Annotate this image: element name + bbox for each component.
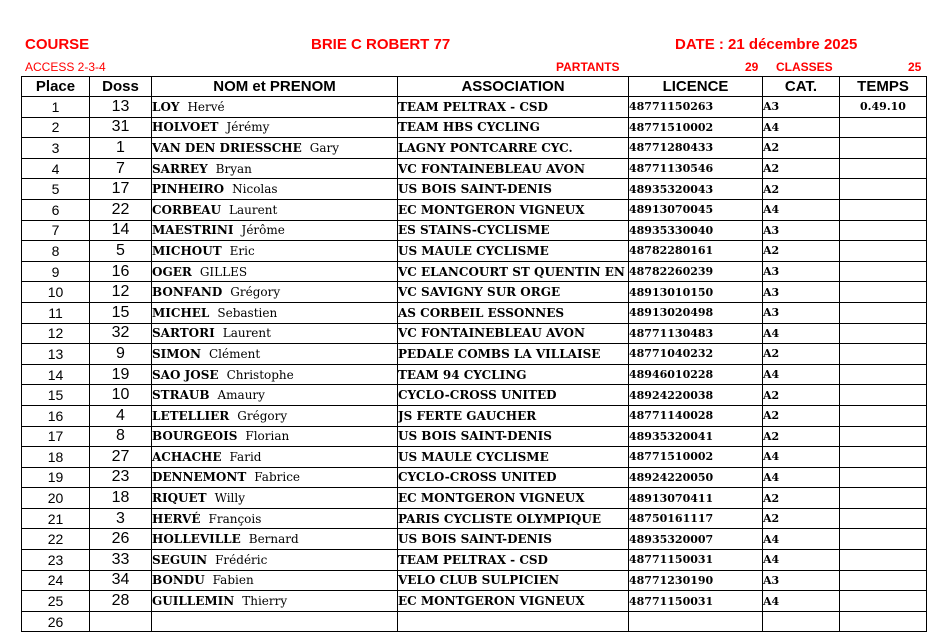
rider-first-name: Fabrice bbox=[254, 470, 301, 485]
rider-name-cell bbox=[152, 611, 398, 632]
place-cell: 21 bbox=[22, 508, 90, 529]
column-header-association: ASSOCIATION bbox=[398, 77, 629, 97]
rider-last-name: DENNEMONT bbox=[152, 470, 247, 485]
partants-count: 29 bbox=[745, 60, 759, 74]
table-row bbox=[22, 426, 927, 447]
category-cell: A2 bbox=[763, 405, 840, 426]
association-cell: TEAM PELTRAX - CSD bbox=[398, 550, 629, 571]
association-cell: AS CORBEIL ESSONNES bbox=[398, 302, 629, 323]
rider-last-name: SARREY bbox=[152, 161, 208, 176]
table-row bbox=[22, 591, 927, 612]
rider-name-cell bbox=[152, 241, 398, 262]
rider-name-cell bbox=[152, 426, 398, 447]
association-cell: VC FONTAINEBLEAU AVON bbox=[398, 323, 629, 344]
association-cell: CYCLO-CROSS UNITED bbox=[398, 467, 629, 488]
licence-cell: 48771130546 bbox=[629, 158, 763, 179]
category-cell bbox=[763, 611, 840, 632]
time-cell bbox=[840, 179, 927, 200]
rider-last-name: CORBEAU bbox=[152, 202, 222, 217]
rider-last-name: LOY bbox=[152, 99, 180, 114]
rider-first-name: Christophe bbox=[226, 367, 294, 382]
place-cell: 4 bbox=[22, 158, 90, 179]
time-cell bbox=[840, 570, 927, 591]
table-row bbox=[22, 570, 927, 591]
table-row bbox=[22, 405, 927, 426]
table-row bbox=[22, 241, 927, 262]
association-cell: US BOIS SAINT-DENIS bbox=[398, 529, 629, 550]
association-cell: EC MONTGERON VIGNEUX bbox=[398, 488, 629, 509]
place-cell: 6 bbox=[22, 199, 90, 220]
course-label: COURSE bbox=[25, 36, 90, 53]
bib-number-cell: 4 bbox=[90, 405, 152, 426]
place-cell: 10 bbox=[22, 282, 90, 303]
time-cell bbox=[840, 550, 927, 571]
table-row bbox=[22, 508, 927, 529]
bib-number-cell: 16 bbox=[90, 261, 152, 282]
licence-cell: 48771150031 bbox=[629, 591, 763, 612]
rider-first-name: Farid bbox=[229, 449, 262, 464]
category-cell: A4 bbox=[763, 529, 840, 550]
time-cell bbox=[840, 117, 927, 138]
licence-cell: 48924220038 bbox=[629, 385, 763, 406]
rider-last-name: STRAUB bbox=[152, 388, 210, 403]
bib-number-cell: 1 bbox=[90, 138, 152, 159]
rider-last-name: SEGUIN bbox=[152, 552, 208, 567]
event-date: DATE : 21 décembre 2025 bbox=[675, 36, 858, 53]
bib-number-cell: 26 bbox=[90, 529, 152, 550]
place-cell: 19 bbox=[22, 467, 90, 488]
category-cell: A2 bbox=[763, 158, 840, 179]
time-cell bbox=[840, 529, 927, 550]
category-cell: A2 bbox=[763, 426, 840, 447]
licence-cell: 48771510002 bbox=[629, 447, 763, 468]
rider-last-name: MAESTRINI bbox=[152, 223, 234, 238]
time-cell bbox=[840, 138, 927, 159]
licence-cell: 48771510002 bbox=[629, 117, 763, 138]
rider-first-name: Clément bbox=[208, 346, 261, 361]
association-cell: JS FERTE GAUCHER bbox=[398, 405, 629, 426]
rider-last-name: MICHOUT bbox=[152, 243, 222, 258]
table-row bbox=[22, 158, 927, 179]
bib-number-cell: 28 bbox=[90, 591, 152, 612]
rider-name-cell bbox=[152, 302, 398, 323]
licence-cell: 48935330040 bbox=[629, 220, 763, 241]
association-cell: VC ELANCOURT ST QUENTIN EN bbox=[398, 261, 629, 282]
category-cell: A2 bbox=[763, 138, 840, 159]
rider-name-cell bbox=[152, 138, 398, 159]
rider-first-name: Gary bbox=[309, 140, 340, 155]
licence-cell: 48771040232 bbox=[629, 344, 763, 365]
column-header-category: CAT. bbox=[763, 77, 840, 97]
rider-last-name: BONFAND bbox=[152, 285, 223, 300]
time-cell: 0.49.10 bbox=[840, 97, 927, 118]
rider-last-name: VAN DEN DRIESSCHE bbox=[152, 140, 302, 155]
time-cell bbox=[840, 385, 927, 406]
bib-number-cell: 9 bbox=[90, 344, 152, 365]
rider-first-name: Willy bbox=[214, 491, 246, 506]
table-row bbox=[22, 529, 927, 550]
bib-number-cell: 7 bbox=[90, 158, 152, 179]
column-header-doss: Doss bbox=[90, 77, 152, 97]
place-cell: 12 bbox=[22, 323, 90, 344]
bib-number-cell: 5 bbox=[90, 241, 152, 262]
licence-cell: 48913010150 bbox=[629, 282, 763, 303]
time-cell bbox=[840, 220, 927, 241]
partants-label: PARTANTS bbox=[556, 60, 620, 74]
licence-cell: 48771150263 bbox=[629, 97, 763, 118]
table-row bbox=[22, 302, 927, 323]
association-cell: VC FONTAINEBLEAU AVON bbox=[398, 158, 629, 179]
bib-number-cell: 23 bbox=[90, 467, 152, 488]
place-cell: 14 bbox=[22, 364, 90, 385]
rider-first-name: Jérôme bbox=[241, 223, 285, 238]
rider-name-cell bbox=[152, 591, 398, 612]
rider-last-name: ACHACHE bbox=[152, 449, 222, 464]
time-cell bbox=[840, 199, 927, 220]
table-row bbox=[22, 323, 927, 344]
time-cell bbox=[840, 344, 927, 365]
bib-number-cell: 34 bbox=[90, 570, 152, 591]
place-cell: 18 bbox=[22, 447, 90, 468]
bib-number-cell: 10 bbox=[90, 385, 152, 406]
category-cell: A2 bbox=[763, 508, 840, 529]
association-cell: EC MONTGERON VIGNEUX bbox=[398, 591, 629, 612]
rider-name-cell bbox=[152, 447, 398, 468]
rider-first-name: Florian bbox=[245, 429, 290, 444]
licence-cell: 48913070411 bbox=[629, 488, 763, 509]
rider-name-cell bbox=[152, 570, 398, 591]
association-cell: VC SAVIGNY SUR ORGE bbox=[398, 282, 629, 303]
category-cell: A2 bbox=[763, 488, 840, 509]
rider-name-cell bbox=[152, 179, 398, 200]
rider-last-name: SIMON bbox=[152, 346, 201, 361]
rider-name-cell bbox=[152, 488, 398, 509]
column-header-time: TEMPS bbox=[840, 77, 927, 97]
association-cell: US BOIS SAINT-DENIS bbox=[398, 426, 629, 447]
bib-number-cell: 15 bbox=[90, 302, 152, 323]
place-cell: 17 bbox=[22, 426, 90, 447]
association-cell bbox=[398, 611, 629, 632]
classes-count: 25 bbox=[908, 60, 922, 74]
category-cell: A3 bbox=[763, 220, 840, 241]
table-row bbox=[22, 97, 927, 118]
association-cell: CYCLO-CROSS UNITED bbox=[398, 385, 629, 406]
rider-first-name: Bernard bbox=[248, 532, 299, 547]
time-cell bbox=[840, 302, 927, 323]
licence-cell: 48771230190 bbox=[629, 570, 763, 591]
licence-cell: 48935320043 bbox=[629, 179, 763, 200]
place-cell: 15 bbox=[22, 385, 90, 406]
rider-name-cell bbox=[152, 385, 398, 406]
time-cell bbox=[840, 158, 927, 179]
licence-cell: 48913070045 bbox=[629, 199, 763, 220]
time-cell bbox=[840, 282, 927, 303]
category-cell: A3 bbox=[763, 570, 840, 591]
place-cell: 23 bbox=[22, 550, 90, 571]
rider-first-name: François bbox=[208, 511, 262, 526]
rider-name-cell bbox=[152, 282, 398, 303]
bib-number-cell: 18 bbox=[90, 488, 152, 509]
time-cell bbox=[840, 426, 927, 447]
category-cell: A3 bbox=[763, 261, 840, 282]
place-cell: 5 bbox=[22, 179, 90, 200]
rider-first-name: Grégory bbox=[237, 408, 288, 423]
place-cell: 1 bbox=[22, 97, 90, 118]
column-header-place: Place bbox=[22, 77, 90, 97]
licence-cell: 48935320041 bbox=[629, 426, 763, 447]
association-cell: EC MONTGERON VIGNEUX bbox=[398, 199, 629, 220]
rider-last-name: SAO JOSE bbox=[152, 367, 219, 382]
rider-name-cell bbox=[152, 529, 398, 550]
rider-first-name: Amaury bbox=[217, 388, 265, 403]
association-cell: LAGNY PONTCARRE CYC. bbox=[398, 138, 629, 159]
rider-name-cell bbox=[152, 261, 398, 282]
bib-number-cell: 32 bbox=[90, 323, 152, 344]
table-header-row bbox=[22, 77, 927, 97]
rider-name-cell bbox=[152, 199, 398, 220]
table-row bbox=[22, 611, 927, 632]
category-cell: A4 bbox=[763, 199, 840, 220]
rider-first-name: Thierry bbox=[242, 594, 288, 609]
category-cell: A4 bbox=[763, 447, 840, 468]
rider-first-name: Eric bbox=[229, 243, 255, 258]
bib-number-cell: 14 bbox=[90, 220, 152, 241]
place-cell: 20 bbox=[22, 488, 90, 509]
bib-number-cell: 3 bbox=[90, 508, 152, 529]
association-cell: TEAM PELTRAX - CSD bbox=[398, 97, 629, 118]
licence-cell: 48771150031 bbox=[629, 550, 763, 571]
rider-first-name: Hervé bbox=[187, 99, 225, 114]
rider-last-name: BOURGEOIS bbox=[152, 429, 238, 444]
association-cell: ES STAINS-CYCLISME bbox=[398, 220, 629, 241]
rider-last-name: MICHEL bbox=[152, 305, 210, 320]
place-cell: 25 bbox=[22, 591, 90, 612]
association-cell: TEAM HBS CYCLING bbox=[398, 117, 629, 138]
rider-first-name: Jérémy bbox=[226, 120, 270, 135]
time-cell bbox=[840, 405, 927, 426]
table-row bbox=[22, 179, 927, 200]
rider-last-name: HERVÉ bbox=[152, 511, 201, 526]
table-row bbox=[22, 385, 927, 406]
time-cell bbox=[840, 261, 927, 282]
table-row bbox=[22, 261, 927, 282]
licence-cell: 48771130483 bbox=[629, 323, 763, 344]
table-row bbox=[22, 220, 927, 241]
table-row bbox=[22, 138, 927, 159]
association-cell: US BOIS SAINT-DENIS bbox=[398, 179, 629, 200]
bib-number-cell: 27 bbox=[90, 447, 152, 468]
bib-number-cell: 13 bbox=[90, 97, 152, 118]
event-name: BRIE C ROBERT 77 bbox=[311, 36, 451, 53]
licence-cell: 48771140028 bbox=[629, 405, 763, 426]
rider-name-cell bbox=[152, 158, 398, 179]
access-label: ACCESS 2-3-4 bbox=[25, 60, 106, 74]
association-cell: TEAM 94 CYCLING bbox=[398, 364, 629, 385]
licence-cell: 48935320007 bbox=[629, 529, 763, 550]
rider-name-cell bbox=[152, 364, 398, 385]
licence-cell: 48946010228 bbox=[629, 364, 763, 385]
licence-cell: 48782280161 bbox=[629, 241, 763, 262]
table-row bbox=[22, 447, 927, 468]
place-cell: 2 bbox=[22, 117, 90, 138]
table-row bbox=[22, 488, 927, 509]
table-row bbox=[22, 364, 927, 385]
category-cell: A4 bbox=[763, 364, 840, 385]
category-cell: A4 bbox=[763, 467, 840, 488]
rider-first-name: Frédéric bbox=[215, 552, 268, 567]
column-header-name: NOM et PRENOM bbox=[152, 77, 398, 97]
category-cell: A2 bbox=[763, 179, 840, 200]
licence-cell bbox=[629, 611, 763, 632]
rider-first-name: GILLES bbox=[199, 264, 248, 279]
table-row bbox=[22, 199, 927, 220]
rider-name-cell bbox=[152, 508, 398, 529]
bib-number-cell: 33 bbox=[90, 550, 152, 571]
rider-first-name: Laurent bbox=[222, 326, 271, 341]
category-cell: A2 bbox=[763, 241, 840, 262]
rider-last-name: LETELLIER bbox=[152, 408, 230, 423]
bib-number-cell: 17 bbox=[90, 179, 152, 200]
rider-name-cell bbox=[152, 323, 398, 344]
rider-last-name: SARTORI bbox=[152, 326, 215, 341]
place-cell: 24 bbox=[22, 570, 90, 591]
licence-cell: 48750161117 bbox=[629, 508, 763, 529]
time-cell bbox=[840, 447, 927, 468]
time-cell bbox=[840, 591, 927, 612]
time-cell bbox=[840, 241, 927, 262]
rider-last-name: PINHEIRO bbox=[152, 182, 225, 197]
place-cell: 8 bbox=[22, 241, 90, 262]
column-header-licence: LICENCE bbox=[629, 77, 763, 97]
association-cell: US MAULE CYCLISME bbox=[398, 241, 629, 262]
rider-last-name: OGER bbox=[152, 264, 192, 279]
classes-label: CLASSES bbox=[776, 60, 833, 74]
rider-first-name: Bryan bbox=[215, 161, 252, 176]
place-cell: 7 bbox=[22, 220, 90, 241]
table-row bbox=[22, 550, 927, 571]
rider-name-cell bbox=[152, 405, 398, 426]
category-cell: A4 bbox=[763, 323, 840, 344]
rider-name-cell bbox=[152, 220, 398, 241]
time-cell bbox=[840, 467, 927, 488]
association-cell: US MAULE CYCLISME bbox=[398, 447, 629, 468]
rider-last-name: GUILLEMIN bbox=[152, 594, 235, 609]
bib-number-cell: 8 bbox=[90, 426, 152, 447]
place-cell: 11 bbox=[22, 302, 90, 323]
bib-number-cell: 22 bbox=[90, 199, 152, 220]
time-cell bbox=[840, 364, 927, 385]
category-cell: A4 bbox=[763, 591, 840, 612]
table-row bbox=[22, 117, 927, 138]
category-cell: A4 bbox=[763, 550, 840, 571]
association-cell: VELO CLUB SULPICIEN bbox=[398, 570, 629, 591]
rider-last-name: HOLVOET bbox=[152, 120, 219, 135]
rider-first-name: Fabien bbox=[212, 573, 254, 588]
rider-first-name: Nicolas bbox=[232, 182, 278, 197]
category-cell: A2 bbox=[763, 344, 840, 365]
time-cell bbox=[840, 508, 927, 529]
table-row bbox=[22, 282, 927, 303]
category-cell: A3 bbox=[763, 282, 840, 303]
results-table bbox=[21, 76, 927, 632]
rider-last-name: BONDU bbox=[152, 573, 205, 588]
rider-name-cell bbox=[152, 97, 398, 118]
licence-cell: 48924220050 bbox=[629, 467, 763, 488]
category-cell: A3 bbox=[763, 97, 840, 118]
bib-number-cell: 19 bbox=[90, 364, 152, 385]
rider-name-cell bbox=[152, 467, 398, 488]
time-cell bbox=[840, 611, 927, 632]
time-cell bbox=[840, 488, 927, 509]
licence-cell: 48771280433 bbox=[629, 138, 763, 159]
rider-first-name: Laurent bbox=[229, 202, 278, 217]
place-cell: 3 bbox=[22, 138, 90, 159]
licence-cell: 48782260239 bbox=[629, 261, 763, 282]
rider-first-name: Grégory bbox=[230, 285, 281, 300]
category-cell: A3 bbox=[763, 302, 840, 323]
association-cell: PEDALE COMBS LA VILLAISE bbox=[398, 344, 629, 365]
rider-first-name: Sebastien bbox=[217, 305, 278, 320]
association-cell: PARIS CYCLISTE OLYMPIQUE bbox=[398, 508, 629, 529]
bib-number-cell: 31 bbox=[90, 117, 152, 138]
rider-name-cell bbox=[152, 550, 398, 571]
table-row bbox=[22, 467, 927, 488]
place-cell: 16 bbox=[22, 405, 90, 426]
bib-number-cell bbox=[90, 611, 152, 632]
place-cell: 9 bbox=[22, 261, 90, 282]
bib-number-cell: 12 bbox=[90, 282, 152, 303]
rider-name-cell bbox=[152, 344, 398, 365]
table-row bbox=[22, 344, 927, 365]
place-cell: 22 bbox=[22, 529, 90, 550]
category-cell: A2 bbox=[763, 385, 840, 406]
rider-name-cell bbox=[152, 117, 398, 138]
place-cell: 26 bbox=[22, 611, 90, 632]
place-cell: 13 bbox=[22, 344, 90, 365]
rider-last-name: RIQUET bbox=[152, 491, 207, 506]
time-cell bbox=[840, 323, 927, 344]
category-cell: A4 bbox=[763, 117, 840, 138]
rider-last-name: HOLLEVILLE bbox=[152, 532, 241, 547]
licence-cell: 48913020498 bbox=[629, 302, 763, 323]
